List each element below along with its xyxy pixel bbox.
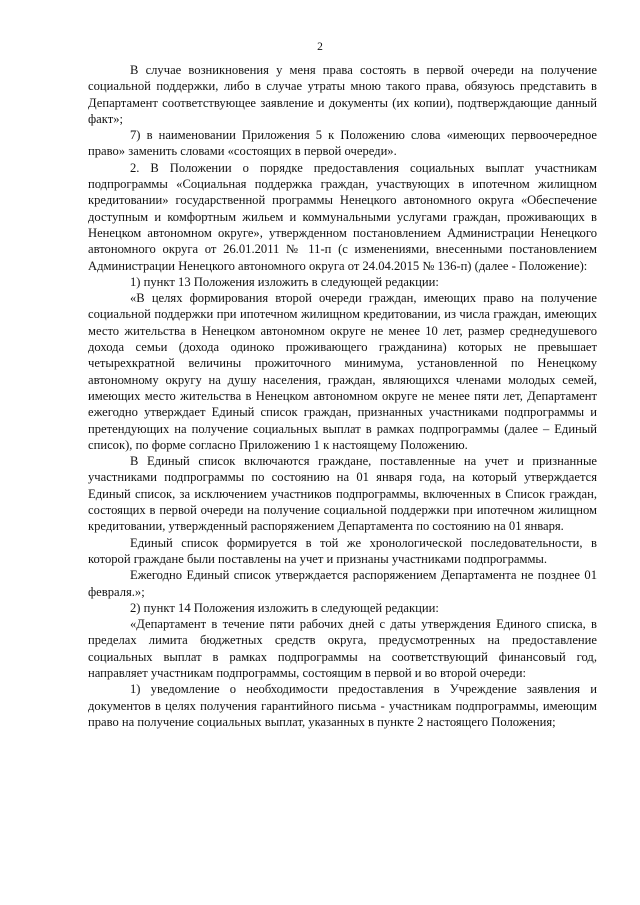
paragraph-department-notice: «Департамент в течение пяти рабочих дней с даты утверждения Единого списка, в пределах лимита бюджетных средств округа, предусмотренных на предоставление социальных выплат в рамках подпрограммы на соответствующий финансовый год, направляет участникам подпрограммы, состоящим в первой и во второй очереди: <box>88 617 597 680</box>
paragraph-notice-item-1: 1) уведомление о необходимости предоставления в Учреждение заявления и документов в целях получения гарантийного письма - участникам подпрограммы, имеющим право на получение социальных выплат, указанных в пункте 2 настоящего Положения; <box>88 682 597 729</box>
paragraph-unified-list-approval: Ежегодно Единый список утверждается распоряжением Департамента не позднее 01 февраля.»; <box>88 568 597 599</box>
paragraph-second-queue: «В целях формирования второй очереди граждан, имеющих право на получение социальной поддержки при ипотечном жилищном кредитовании, из числа граждан, имеющих место жительства в Ненецком автономном округе не менее 10 лет, размер среднедушевого дохода семьи (дохода одиноко проживающего гражданина) которых не превышает четырехкратной величины прожиточного минимума, установленной по Ненецкому автономному округу на душу населения, граждан, являющихся членами молодых семей, имеющих место жительства в Ненецком автономном округе не менее пяти лет, Департамент ежегодно утверждает Единый список граждан, признанных участниками подпрограммы и претендующих на получение социальных выплат в рамках подпрограммы (далее – Единый список), по форме согласно Приложению 1 к настоящему Положению. <box>88 291 597 452</box>
paragraph-item-7: 7) в наименовании Приложения 5 к Положению слова «имеющих первоочередное право» заменить словами «состоящих в первой очереди». <box>88 128 597 159</box>
paragraph-unified-list-inclusion: В Единый список включаются граждане, поставленные на учет и признанные участниками подпрограммы по состоянию на 01 января года, на который утверждается Единый список, за исключением участников подпрограммы, включенных в Список граждан, состоящих в первой очереди на получение социальной поддержки при ипотечном жилищном кредитовании, утвержденный распоряжением Департамента по состоянию на 01 января. <box>88 454 597 534</box>
paragraph-subitem-1: 1) пункт 13 Положения изложить в следующей редакции: <box>130 274 439 289</box>
paragraph-obligation: В случае возникновения у меня права состоять в первой очереди на получение социальной поддержки, либо в случае утраты мною такого права, обязуюсь представить в Департамент соответствующее заявление и документы (их копии), подтверждающие данный факт»; <box>88 63 597 126</box>
document-body <box>88 62 597 730</box>
paragraph-section-2: 2. В Положении о порядке предоставления социальных выплат участникам подпрограммы «Социальная поддержка граждан, участвующих в ипотечном жилищном кредитовании» государственной программы Ненецкого автономного округа «Обеспечение доступным и комфортным жильем и коммунальными услугами граждан, проживающих в Ненецком автономном округе», утвержденном постановлением Администрации Ненецкого автономного округа от 26.01.2011 № 11-п (с изменениями, внесенными постановлением Администрации Ненецкого автономного округа от 24.04.2015 № 136-п) (далее - Положение): <box>88 160 597 273</box>
paragraph-subitem-2: 2) пункт 14 Положения изложить в следующей редакции: <box>130 600 439 615</box>
paragraph-unified-list-order: Единый список формируется в той же хронологической последовательности, в которой граждане были поставлены на учет и признаны участниками подпрограммы. <box>88 535 597 566</box>
page-number: 2 <box>317 41 323 53</box>
